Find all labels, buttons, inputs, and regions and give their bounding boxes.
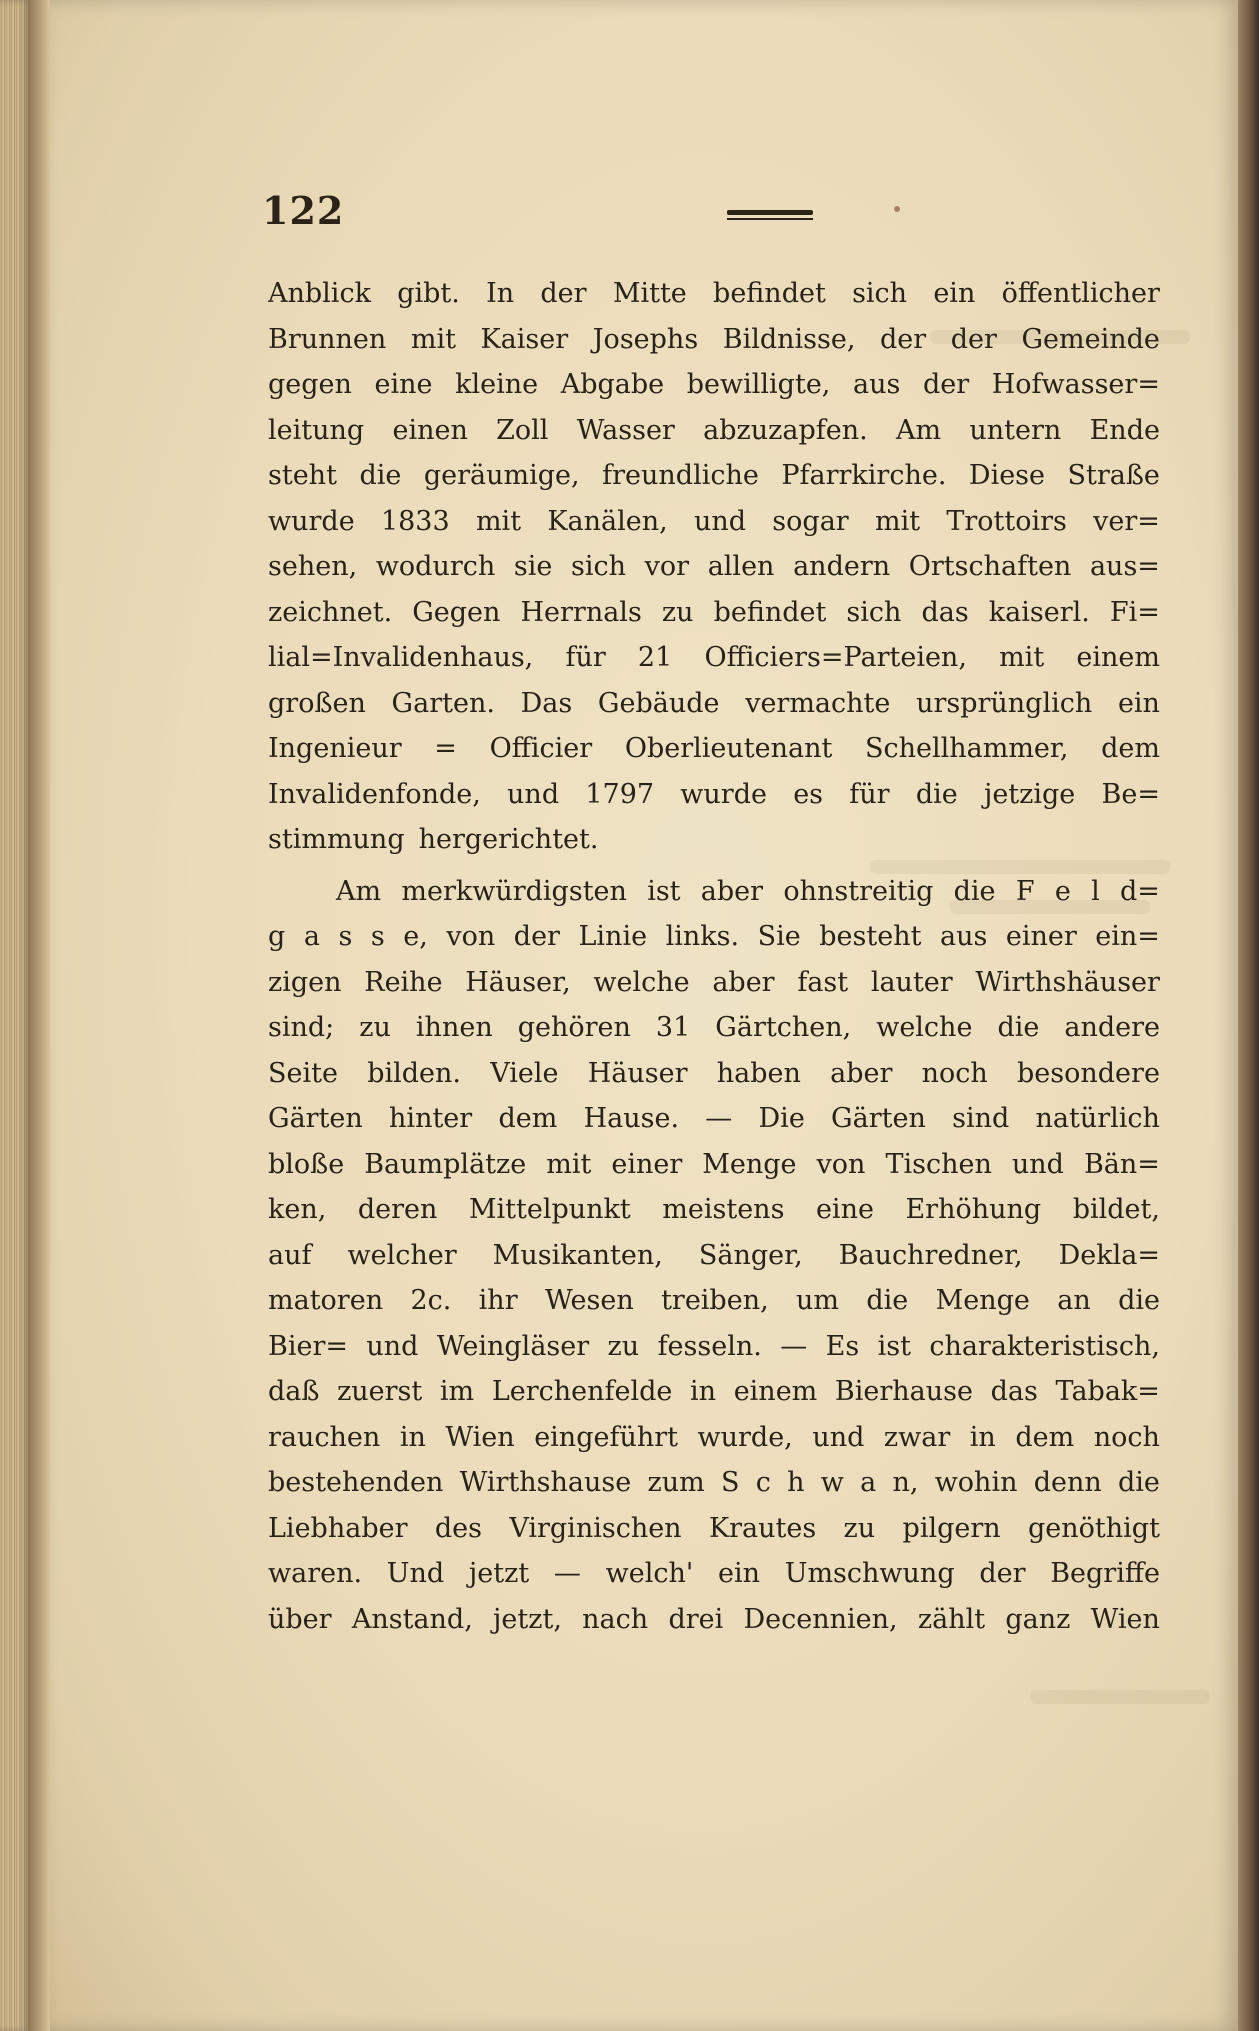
text-line: Anblick gibt. In der Mitte befindet sich ein öffentlicher <box>268 278 1160 309</box>
text-line: rauchen in Wien eingeführt wurde, und zwar in dem noch <box>268 1421 1160 1453</box>
text-line: sehen, wodurch sie sich vor allen andern Ortschaften aus= <box>268 551 1160 582</box>
text-line: großen Garten. Das Gebäude vermachte ursprünglich ein <box>268 687 1160 719</box>
text-line: über Anstand, jetzt, nach drei Decennien, zählt ganz Wien <box>268 1603 1160 1635</box>
text-line: waren. Und jetzt — welch' ein Umschwung der Begriffe <box>268 1558 1160 1589</box>
paragraph-1 <box>268 278 1160 870</box>
running-header <box>262 188 1202 248</box>
text-line: wurde 1833 mit Kanälen, und sogar mit Trottoirs ver= <box>268 505 1160 537</box>
page-edges <box>0 0 28 2031</box>
text-line: matoren 2c. ihr Wesen treiben, um die Menge an die <box>268 1285 1160 1316</box>
text-line: zigen Reihe Häuser, welche aber fast lauter Wirthshäuser <box>268 966 1160 998</box>
text-line: bestehenden Wirthshause zum S c h w a n, wohin denn die <box>268 1467 1160 1498</box>
text-line: steht die geräumige, freundliche Pfarrkirche. Diese Straße <box>268 460 1160 491</box>
text-line: Invalidenfonde, und 1797 wurde es für die jetzige Be= <box>268 778 1160 810</box>
page-number: 122 <box>262 188 345 233</box>
text-line: Bier= und Weingläser zu fesseln. — Es ist charakteristisch, <box>268 1330 1160 1362</box>
text-line: leitung einen Zoll Wasser abzuzapfen. Am untern Ende <box>268 414 1160 446</box>
text-line: Brunnen mit Kaiser Josephs Bildnisse, der der Gemeinde <box>268 323 1160 355</box>
text-line: g a s s e, von der Linie links. Sie besteht aus einer ein= <box>268 921 1160 952</box>
text-line: Liebhaber des Virginischen Krautes zu pilgern genöthigt <box>268 1512 1160 1544</box>
binding-shadow <box>28 0 50 2031</box>
text-line: zeichnet. Gegen Herrnals zu befindet sich das kaiserl. Fi= <box>268 596 1160 628</box>
text-line: ken, deren Mittelpunkt meistens eine Erhöhung bildet, <box>268 1194 1160 1225</box>
ink-spot <box>894 206 900 212</box>
text-line: gegen eine kleine Abgabe bewilligte, aus der Hofwasser= <box>268 369 1160 400</box>
page-right-edge <box>1238 0 1259 2031</box>
text-line: Ingenieur = Officier Oberlieutenant Schellhammer, dem <box>268 733 1160 764</box>
text-line: auf welcher Musikanten, Sänger, Bauchredner, Dekla= <box>268 1239 1160 1271</box>
text-line: daß zuerst im Lerchenfelde in einem Bierhause das Tabak= <box>268 1376 1160 1407</box>
text-line: Gärten hinter dem Hause. — Die Gärten sind natürlich <box>268 1103 1160 1134</box>
text-line: stimmung hergerichtet. <box>268 824 599 855</box>
text-line: Am merkwürdigsten ist aber ohnstreitig die F e l d= <box>336 875 1160 907</box>
paragraph-2 <box>268 876 1160 1650</box>
body-text <box>268 278 1160 1649</box>
text-line: lial=Invalidenhaus, für 21 Officiers=Parteien, mit einem <box>268 642 1160 673</box>
header-rule <box>727 210 813 221</box>
text-line: Seite bilden. Viele Häuser haben aber noch besondere <box>268 1057 1160 1089</box>
text-line: bloße Baumplätze mit einer Menge von Tischen und Bän= <box>268 1148 1160 1180</box>
text-line: sind; zu ihnen gehören 31 Gärtchen, welche die andere <box>268 1012 1160 1043</box>
